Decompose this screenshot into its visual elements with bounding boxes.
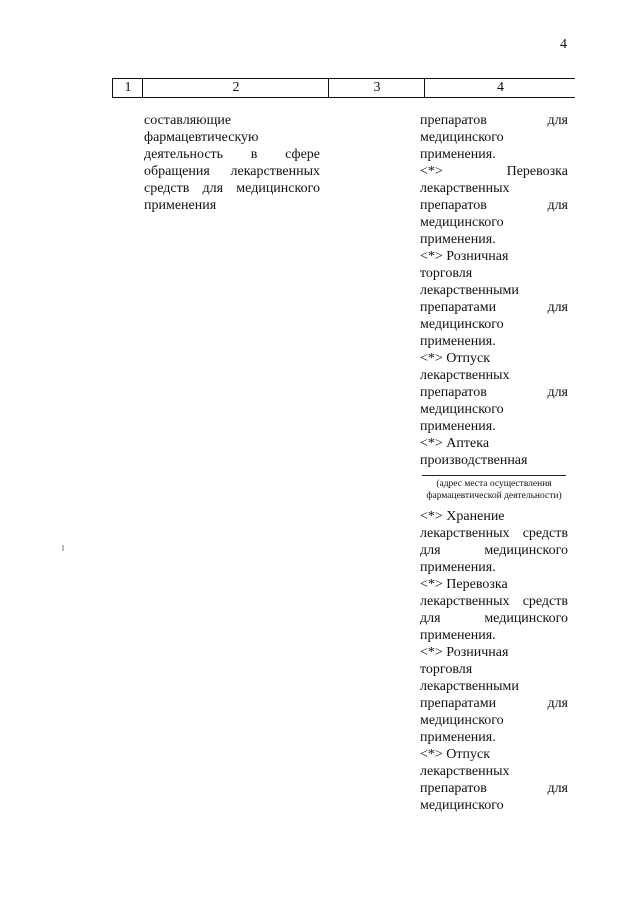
text-line: лекарственных bbox=[420, 368, 510, 383]
text-line: торговля bbox=[420, 266, 473, 281]
text-line: применения. bbox=[420, 628, 496, 643]
text-line: <*> Хранение bbox=[420, 509, 505, 524]
address-field bbox=[420, 475, 568, 502]
text-line: <*> Отпуск bbox=[420, 351, 491, 366]
column-2-text bbox=[144, 112, 320, 214]
table-header-cell: 3 bbox=[328, 79, 425, 97]
text-line: лекарственных средств bbox=[420, 526, 568, 541]
column-4-text bbox=[420, 112, 568, 814]
table-header-cell: 1 bbox=[112, 79, 143, 97]
text-line: препаратов для bbox=[420, 198, 568, 213]
text-line: для медицинского bbox=[420, 543, 568, 558]
table-header-cell: 4 bbox=[424, 79, 576, 97]
text-line: <*> Перевозка bbox=[420, 164, 568, 179]
text-line: медицинского bbox=[420, 713, 504, 728]
text-line: применения bbox=[144, 198, 217, 213]
text-line: препаратами для bbox=[420, 696, 568, 711]
text-line: <*> Розничная bbox=[420, 645, 509, 660]
text-line: медицинского bbox=[420, 798, 504, 813]
text-line: <*> Перевозка bbox=[420, 577, 508, 592]
text-line: лекарственных средств bbox=[420, 594, 568, 609]
text-line: <*> Розничная bbox=[420, 249, 509, 264]
text-line: применения. bbox=[420, 334, 496, 349]
margin-mark bbox=[62, 545, 64, 551]
text-line: применения. bbox=[420, 419, 496, 434]
text-line: лекарственных bbox=[420, 764, 510, 779]
text-line: лекарственными bbox=[420, 283, 519, 298]
text-line: применения. bbox=[420, 232, 496, 247]
text-line: препаратов для bbox=[420, 385, 568, 400]
table-header-cell: 2 bbox=[142, 79, 329, 97]
page-number: 4 bbox=[560, 37, 567, 52]
text-line: применения. bbox=[420, 147, 496, 162]
text-line: применения. bbox=[420, 730, 496, 745]
text-line: <*> Отпуск bbox=[420, 747, 491, 762]
text-line: лекарственных bbox=[420, 181, 510, 196]
text-line: производственная bbox=[420, 453, 528, 468]
text-line: обращения лекарственных bbox=[144, 164, 320, 179]
text-line: деятельность в сфере bbox=[144, 147, 320, 162]
text-line: фармацевтическую bbox=[144, 130, 259, 145]
column-4-text-bottom bbox=[420, 508, 568, 814]
text-line: для медицинского bbox=[420, 611, 568, 626]
text-line: препаратами для bbox=[420, 300, 568, 315]
text-line: торговля bbox=[420, 662, 473, 677]
text-line: средств для медицинского bbox=[144, 181, 320, 196]
text-line: применения. bbox=[420, 560, 496, 575]
address-caption: (адрес места осуществления фармацевтической деятельности) bbox=[426, 479, 562, 501]
text-line: препаратов для bbox=[420, 781, 568, 796]
text-line: медицинского bbox=[420, 402, 504, 417]
text-line: медицинского bbox=[420, 130, 504, 145]
text-line: лекарственными bbox=[420, 679, 519, 694]
table-header-row bbox=[112, 78, 575, 98]
text-line: <*> Аптека bbox=[420, 436, 490, 451]
column-4-text-top bbox=[420, 112, 568, 469]
text-line: составляющие bbox=[144, 113, 232, 128]
text-line: медицинского bbox=[420, 215, 504, 230]
text-line: препаратов для bbox=[420, 113, 568, 128]
text-line: медицинского bbox=[420, 317, 504, 332]
address-underline bbox=[422, 475, 566, 476]
